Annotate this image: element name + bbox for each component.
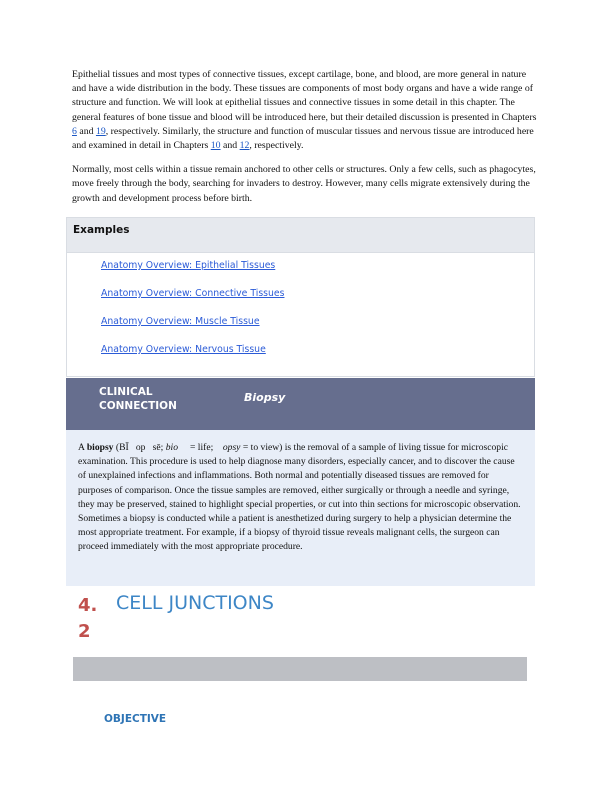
intro-paragraph-1: Epithelial tissues and most types of connective tissues, except cartilage, bone, and blood, are more general in nature and have a wide distribution in the body. These tissues are components of most body organs and have a wide range of structure and function. We will look at epithelial tissues and connective tissues in some detail in this chapter. The general features of bone tissue and blood will be introduced here, but their detailed discussion is presented in Chapters 6 and 19, respectively. Similarly, the structure and function of muscular tissues and nervous tissue are introduced here and examined in detail in Chapters 10 and 12, respectively. (72, 69, 537, 152)
example-link-epithelial[interactable]: Anatomy Overview: Epithelial Tissues (101, 260, 276, 271)
clinical-connection-body: A biopsy (BĪ op sē; bio = life; opsy = to view) is the removal of a sample of living tissue for microscopic examination. This procedure is used to help diagnose many disorders, especially cancer, and to discover the cause of unexplained infections and inflammations. Both normal and potentially diseased tissues are removed for purposes of comparison. Once the tissue samples are removed, either surgically or through a needle and syringe, they may be preserved, stained to highlight special properties, or cut into thin sections for microscopic observation. Sometimes a biopsy is conducted while a patient is anesthetized during surgery to help a physician determine the most appropriate treatment. For example, if a biopsy of thyroid tissue reveals malignant cells, the surgeon can proceed immediately with the most appropriate procedure. (66, 430, 535, 586)
examples-list (101, 260, 284, 372)
example-link-nervous[interactable]: Anatomy Overview: Nervous Tissue (101, 344, 266, 355)
intro-paragraph-2: Normally, most cells within a tissue remain anchored to other cells or structures. Only a few cells, such as phagocytes, move freely through the body, searching for invaders to destroy. However, many cells migrate extensively during the growth and development process before birth. (72, 164, 536, 204)
chapter-19-link[interactable]: 19 (95, 125, 106, 137)
examples-header: Examples (67, 218, 534, 253)
examples-box (66, 217, 535, 377)
list-item (101, 316, 284, 344)
list-item (101, 344, 284, 372)
section-title: CELL JUNCTIONS (116, 592, 274, 614)
chapter-10-link[interactable]: 10 (210, 140, 221, 152)
intro-text (72, 68, 542, 216)
section-number: 4. 2 (78, 595, 98, 642)
objective-label: OBJECTIVE (104, 713, 167, 725)
clinical-connection-title: Biopsy (244, 391, 286, 404)
list-item (101, 260, 284, 288)
objective-divider-bar (73, 657, 527, 681)
biopsy-term: biopsy (86, 442, 114, 453)
chapter-6-link[interactable]: 6 (72, 125, 77, 137)
chapter-12-link[interactable]: 12 (239, 140, 250, 152)
list-item (101, 288, 284, 316)
clinical-connection-banner (66, 378, 535, 430)
clinical-connection-label: CLINICAL CONNECTION (99, 386, 177, 412)
example-link-connective[interactable]: Anatomy Overview: Connective Tissues (101, 288, 285, 299)
example-link-muscle[interactable]: Anatomy Overview: Muscle Tissue (101, 316, 260, 327)
